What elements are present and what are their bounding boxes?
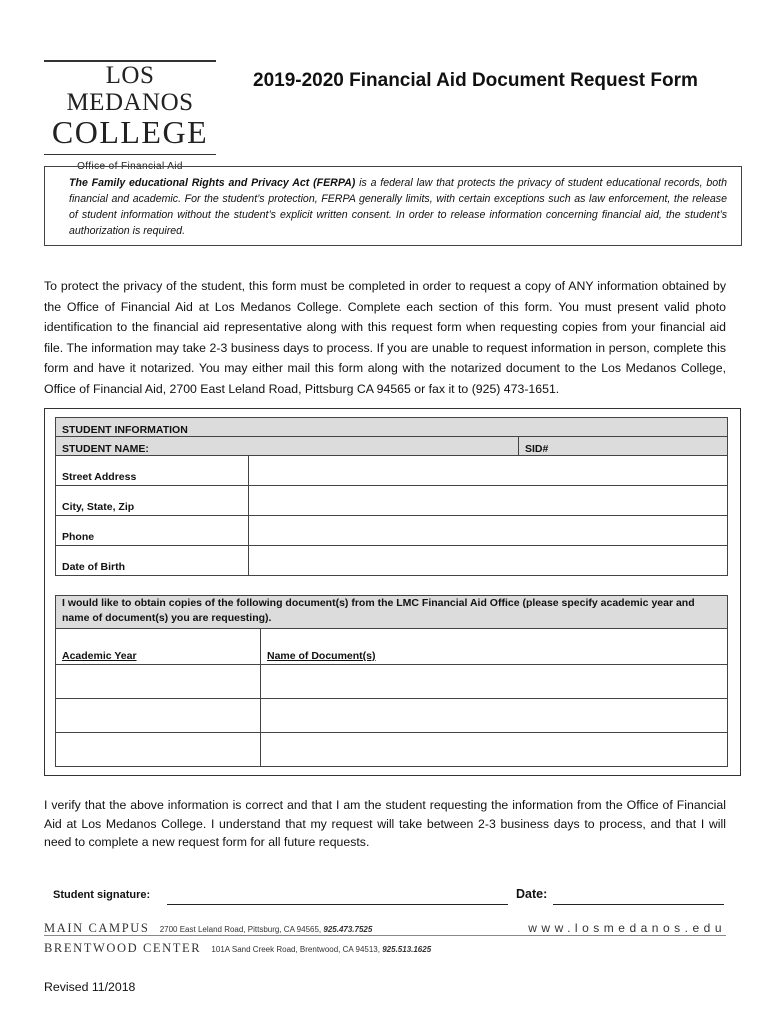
college-logo (44, 60, 216, 172)
date-label: Date: (516, 887, 548, 901)
main-campus-address: 2700 East Leland Road, Pittsburg, CA 94565, (159, 925, 322, 934)
academic-year-input[interactable] (56, 665, 261, 699)
website-link[interactable]: www.losmedanos.edu (528, 921, 726, 935)
page-title: 2019-2020 Financial Aid Document Request Form (253, 70, 698, 91)
brentwood-phone: 925.513.1625 (382, 945, 432, 954)
intro-paragraph: To protect the privacy of the student, this form must be completed in order to request a copy of ANY information obtained by the Office of Financial Aid at Los Medanos College. Complete each section of this form. You must present valid photo identification to the financial aid representative along with this request form when requesting copies from your financial aid file. The information may take 2-3 business days to process. If you are unable to request information in person, complete this form and have it notarized. You may either mail this form along with the notarized document to the Los Medanos College, Office of Financial Aid, 2700 East Leland Road, Pittsburg CA 94565 or fax it to (925) 473-1651. (44, 279, 726, 396)
city-state-zip-label: City, State, Zip (56, 486, 249, 516)
academic-year-input[interactable] (56, 733, 261, 767)
ferpa-act-name: The Family educational Rights and Privacy Act (FERPA) (69, 177, 356, 189)
brentwood-center-name: BRENTWOOD CENTER (44, 941, 202, 955)
phone-label: Phone (56, 516, 249, 546)
document-name-input[interactable] (261, 699, 728, 733)
student-information-table (55, 417, 728, 576)
student-name-field[interactable]: STUDENT NAME: (56, 437, 519, 456)
revision-date: Revised 11/2018 (44, 980, 136, 994)
footer-main-campus (44, 921, 726, 936)
footer-divider (44, 935, 726, 936)
ferpa-notice (44, 166, 742, 246)
academic-year-header: Academic Year (56, 629, 261, 665)
documents-instruction: I would like to obtain copies of the following document(s) from the LMC Financial Aid Office (please specify academic year and name of document(s) you are requesting). (56, 596, 728, 629)
main-campus-name: MAIN CAMPUS (44, 921, 150, 935)
street-address-label: Street Address (56, 456, 249, 486)
document-name-input[interactable] (261, 733, 728, 767)
city-state-zip-input[interactable] (249, 486, 728, 516)
logo-line-2: COLLEGE (51, 113, 209, 150)
documents-request-table (55, 595, 728, 767)
date-of-birth-label: Date of Birth (56, 546, 249, 576)
date-line[interactable] (553, 904, 724, 905)
brentwood-address: 101A Sand Creek Road, Brentwood, CA 94513, (211, 945, 380, 954)
date-of-birth-input[interactable] (249, 546, 728, 576)
phone-input[interactable] (249, 516, 728, 546)
request-form-box (44, 408, 741, 776)
footer-brentwood (44, 941, 726, 956)
verification-statement: I verify that the above information is correct and that I am the student requesting the information from the Office of Financial Aid at Los Medanos College. I understand that my request will take between 2-3 business days to process, and that I will need to complete a new request form for all future requests. (44, 798, 726, 849)
sid-field[interactable]: SID# (519, 437, 728, 456)
logo-rule-bottom (44, 154, 216, 156)
document-name-input[interactable] (261, 665, 728, 699)
student-info-header: STUDENT INFORMATION (56, 418, 728, 437)
student-signature-label: Student signature: (53, 889, 151, 901)
logo-subtitle: Office of Financial Aid (77, 161, 183, 172)
academic-year-input[interactable] (56, 699, 261, 733)
ferpa-text: is a federal law that protects the privacy of student educational records, both financial and academic. For the student’s protection, FERPA generally limits, with certain exceptions such as law enforcement, the release of student information without the student’s explicit written consent. In order to release information concerning financial aid, the student’s authorization is required. (69, 177, 728, 237)
document-name-header: Name of Document(s) (261, 629, 728, 665)
main-campus-phone: 925.473.7525 (323, 925, 373, 934)
street-address-input[interactable] (249, 456, 728, 486)
student-signature-line[interactable] (167, 904, 508, 905)
logo-line-1: LOS MEDANOS (66, 61, 194, 116)
